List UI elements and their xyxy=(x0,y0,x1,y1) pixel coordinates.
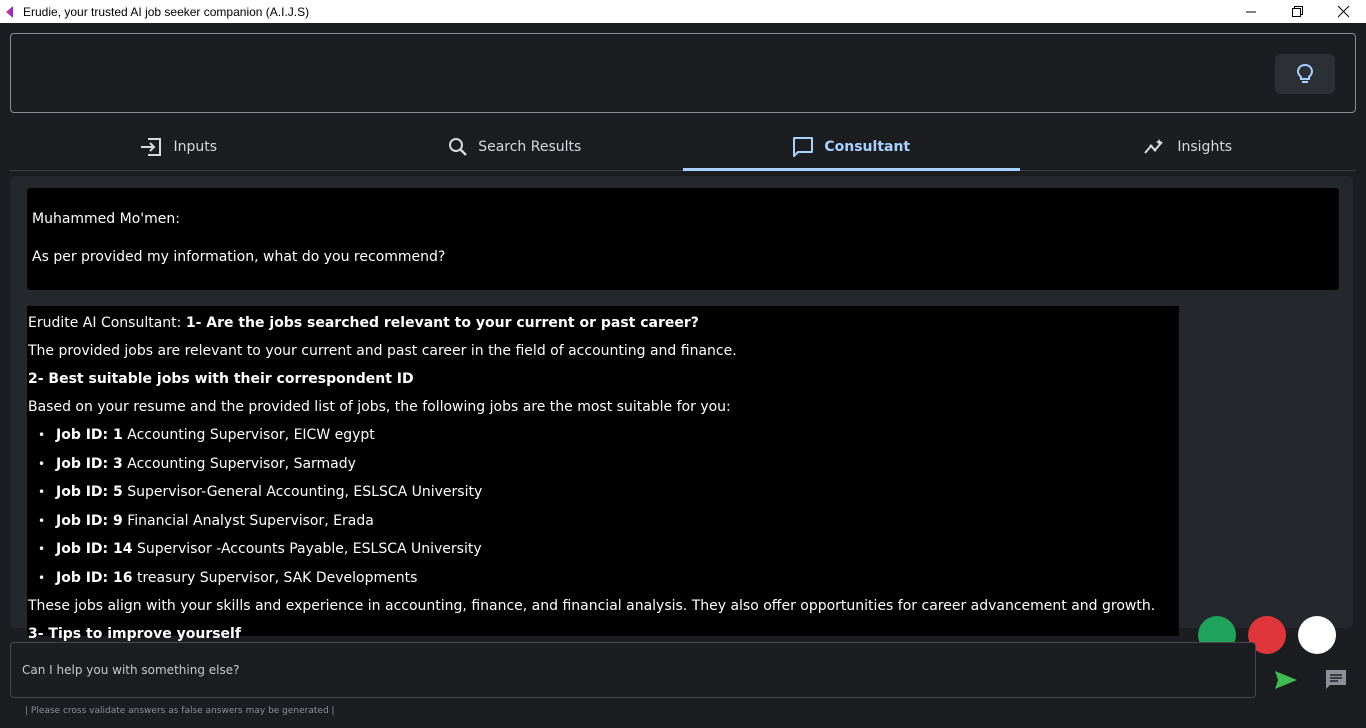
close-icon xyxy=(1338,6,1349,17)
job-id: Job ID: 16 xyxy=(56,569,133,586)
list-item: • Job ID: 9 Financial Analyst Supervisor, Erada xyxy=(38,507,1178,536)
job-id: Job ID: 1 xyxy=(56,427,123,444)
job-id: Job ID: 3 xyxy=(56,455,123,472)
job-id: Job ID: 5 xyxy=(56,484,123,501)
top-panel xyxy=(10,33,1356,113)
user-message-text: As per provided my information, what do you recommend? xyxy=(32,249,446,265)
message-input-box xyxy=(10,642,1256,698)
job-title: Accounting Supervisor, Sarmady xyxy=(127,455,356,472)
ai-paragraph: Based on your resume and the provided list of jobs, the following jobs are the most suitable for you: xyxy=(28,399,731,415)
restore-button[interactable] xyxy=(1274,0,1320,23)
tab-bar xyxy=(10,124,1356,171)
job-id: Job ID: 14 xyxy=(56,541,133,558)
minimize-button[interactable] xyxy=(1228,0,1274,23)
window-title: Erudie, your trusted AI job seeker companion (A.I.J.S) xyxy=(23,4,310,19)
list-item: • Job ID: 3 Accounting Supervisor, Sarmady xyxy=(38,450,1178,479)
send-icon xyxy=(1273,669,1299,691)
tab-label: Consultant xyxy=(824,139,911,155)
tab-insights[interactable] xyxy=(1020,124,1357,170)
tab-inputs[interactable] xyxy=(10,124,347,170)
lightbulb-icon xyxy=(1295,63,1315,85)
list-item: • Job ID: 5 Supervisor-General Accounting, ESLSCA University xyxy=(38,478,1178,507)
job-title: treasury Supervisor, SAK Developments xyxy=(136,569,418,586)
tips-button[interactable] xyxy=(1275,54,1335,94)
tab-search-results[interactable] xyxy=(347,124,684,170)
search-icon xyxy=(448,137,468,157)
job-list xyxy=(28,421,1178,592)
job-title: Accounting Supervisor, EICW egypt xyxy=(127,427,375,444)
tab-label: Search Results xyxy=(478,139,582,155)
ai-prefix: Erudite AI Consultant: xyxy=(28,315,186,331)
minimize-icon xyxy=(1246,7,1256,17)
ai-paragraph: The provided jobs are relevant to your current and past career in the field of accounting and finance. xyxy=(28,343,737,359)
job-id: Job ID: 9 xyxy=(56,512,123,529)
job-title: Supervisor-General Accounting, ESLSCA University xyxy=(127,484,483,501)
ai-paragraph: These jobs align with your skills and experience in accounting, finance, and financial analysis. They also offer opportunities for career advancement and growth. xyxy=(28,598,1156,614)
user-message xyxy=(27,188,1339,290)
list-item: • Job ID: 16 treasury Supervisor, SAK Developments xyxy=(38,564,1178,593)
tab-label: Inputs xyxy=(173,139,218,155)
disclaimer-text: | Please cross validate answers as false answers may be generated | xyxy=(25,706,335,716)
job-title: Supervisor -Accounts Payable, ESLSCA University xyxy=(136,541,482,558)
ai-message xyxy=(27,306,1179,642)
title-bar xyxy=(0,0,1366,23)
tab-consultant[interactable] xyxy=(683,124,1020,170)
list-item: • Job ID: 14 Supervisor -Accounts Payable, ESLSCA University xyxy=(38,535,1178,564)
list-item: • Job ID: 1 Accounting Supervisor, EICW egypt xyxy=(38,421,1178,450)
input-icon xyxy=(139,137,163,157)
ai-heading: 1- Are the jobs searched relevant to your current or past career? xyxy=(185,315,699,331)
chat-area[interactable] xyxy=(10,176,1353,642)
insights-icon xyxy=(1143,137,1167,157)
send-button[interactable] xyxy=(1271,666,1301,694)
message-input[interactable] xyxy=(11,643,1255,697)
copy-button[interactable] xyxy=(1298,616,1336,654)
chat-icon xyxy=(792,136,814,158)
restore-icon xyxy=(1292,6,1303,17)
job-title: Financial Analyst Supervisor, Erada xyxy=(127,512,374,529)
ai-paragraph-heading1 xyxy=(28,309,1178,337)
app-logo-icon xyxy=(4,5,18,19)
ai-heading: 3- Tips to improve yourself xyxy=(28,626,241,642)
user-name: Muhammed Mo'men: xyxy=(32,211,180,227)
ai-heading: 2- Best suitable jobs with their correspondent ID xyxy=(28,371,414,387)
close-button[interactable] xyxy=(1320,0,1366,23)
tab-label: Insights xyxy=(1177,139,1233,155)
chat-history-button[interactable] xyxy=(1322,666,1350,694)
message-icon xyxy=(1324,668,1348,692)
